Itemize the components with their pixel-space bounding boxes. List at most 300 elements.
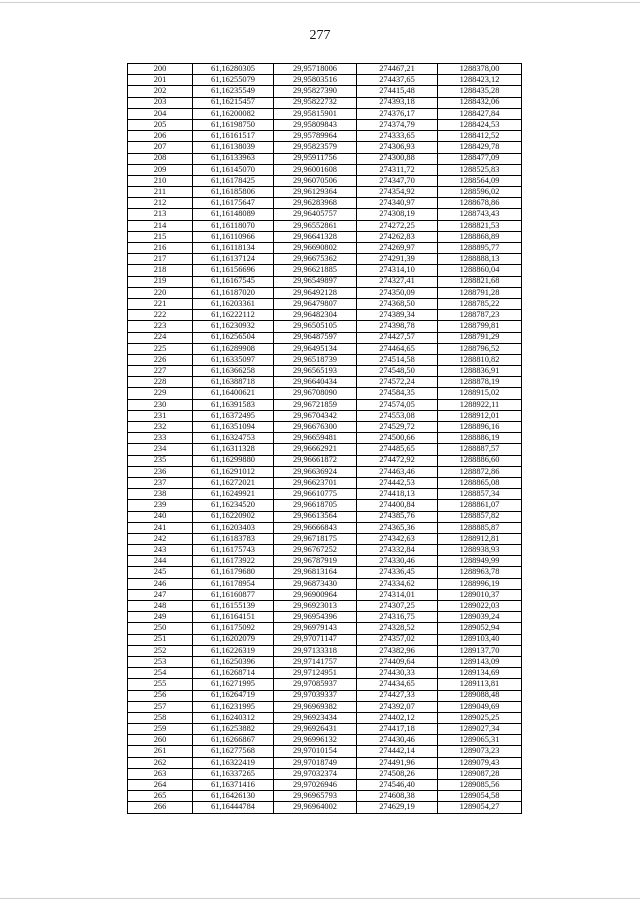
longitude-cell: 29,96549897 <box>274 276 357 287</box>
y-coordinate-cell: 1288857,82 <box>438 511 522 522</box>
latitude-cell: 61,16268714 <box>193 668 274 679</box>
y-coordinate-cell: 1288896,16 <box>438 422 522 433</box>
x-coordinate-cell: 274417,18 <box>357 724 438 735</box>
table-row <box>128 791 522 802</box>
longitude-cell: 29,96482304 <box>274 310 357 321</box>
scan-edge-bottom <box>0 898 640 899</box>
x-coordinate-cell: 274398,78 <box>357 321 438 332</box>
table-row <box>128 198 522 209</box>
point-number-cell: 221 <box>128 298 193 309</box>
table-row <box>128 477 522 488</box>
table-row <box>128 567 522 578</box>
longitude-cell: 29,96552861 <box>274 220 357 231</box>
y-coordinate-cell: 1289103,40 <box>438 634 522 645</box>
longitude-cell: 29,96675362 <box>274 254 357 265</box>
x-coordinate-cell: 274365,36 <box>357 522 438 533</box>
y-coordinate-cell: 1288868,89 <box>438 231 522 242</box>
table-row <box>128 556 522 567</box>
table-row <box>128 500 522 511</box>
table-row <box>128 97 522 108</box>
point-number-cell: 227 <box>128 366 193 377</box>
y-coordinate-cell: 1288791,29 <box>438 332 522 343</box>
point-number-cell: 262 <box>128 757 193 768</box>
latitude-cell: 61,16148089 <box>193 209 274 220</box>
table-row <box>128 321 522 332</box>
x-coordinate-cell: 274368,50 <box>357 298 438 309</box>
x-coordinate-cell: 274546,40 <box>357 780 438 791</box>
y-coordinate-cell: 1288886,19 <box>438 433 522 444</box>
table-row <box>128 153 522 164</box>
point-number-cell: 248 <box>128 601 193 612</box>
x-coordinate-cell: 274328,52 <box>357 623 438 634</box>
table-row <box>128 354 522 365</box>
y-coordinate-cell: 1288949,99 <box>438 556 522 567</box>
point-number-cell: 234 <box>128 444 193 455</box>
x-coordinate-cell: 274437,65 <box>357 75 438 86</box>
y-coordinate-cell: 1288564,09 <box>438 175 522 186</box>
longitude-cell: 29,96965793 <box>274 791 357 802</box>
scan-edge-top <box>0 2 640 3</box>
latitude-cell: 61,16185806 <box>193 187 274 198</box>
table-row <box>128 433 522 444</box>
y-coordinate-cell: 1288836,91 <box>438 366 522 377</box>
table-row <box>128 679 522 690</box>
x-coordinate-cell: 274334,62 <box>357 578 438 589</box>
latitude-cell: 61,16235549 <box>193 86 274 97</box>
y-coordinate-cell: 1288525,83 <box>438 164 522 175</box>
y-coordinate-cell: 1288878,19 <box>438 377 522 388</box>
y-coordinate-cell: 1289079,43 <box>438 757 522 768</box>
longitude-cell: 29,96690802 <box>274 243 357 254</box>
y-coordinate-cell: 1288678,86 <box>438 198 522 209</box>
table-row <box>128 545 522 556</box>
latitude-cell: 61,16230932 <box>193 321 274 332</box>
x-coordinate-cell: 274262,83 <box>357 231 438 242</box>
table-row <box>128 444 522 455</box>
y-coordinate-cell: 1288865,08 <box>438 477 522 488</box>
y-coordinate-cell: 1288922,11 <box>438 399 522 410</box>
y-coordinate-cell: 1288423,12 <box>438 75 522 86</box>
table-row <box>128 119 522 130</box>
y-coordinate-cell: 1289087,28 <box>438 768 522 779</box>
table-row <box>128 645 522 656</box>
latitude-cell: 61,16179680 <box>193 567 274 578</box>
latitude-cell: 61,16173922 <box>193 556 274 567</box>
latitude-cell: 61,16145070 <box>193 164 274 175</box>
table-row <box>128 265 522 276</box>
longitude-cell: 29,96479807 <box>274 298 357 309</box>
x-coordinate-cell: 274491,96 <box>357 757 438 768</box>
y-coordinate-cell: 1288996,19 <box>438 578 522 589</box>
table-row <box>128 757 522 768</box>
latitude-cell: 61,16231995 <box>193 701 274 712</box>
y-coordinate-cell: 1288912,01 <box>438 410 522 421</box>
latitude-cell: 61,16426130 <box>193 791 274 802</box>
point-number-cell: 213 <box>128 209 193 220</box>
longitude-cell: 29,96873430 <box>274 578 357 589</box>
latitude-cell: 61,16215457 <box>193 97 274 108</box>
latitude-cell: 61,16118070 <box>193 220 274 231</box>
longitude-cell: 29,97010154 <box>274 746 357 757</box>
table-row <box>128 668 522 679</box>
latitude-cell: 61,16164151 <box>193 612 274 623</box>
longitude-cell: 29,96640434 <box>274 377 357 388</box>
x-coordinate-cell: 274418,13 <box>357 489 438 500</box>
x-coordinate-cell: 274553,08 <box>357 410 438 421</box>
x-coordinate-cell: 274336,45 <box>357 567 438 578</box>
y-coordinate-cell: 1288743,43 <box>438 209 522 220</box>
y-coordinate-cell: 1289113,81 <box>438 679 522 690</box>
point-number-cell: 253 <box>128 656 193 667</box>
latitude-cell: 61,16256504 <box>193 332 274 343</box>
point-number-cell: 250 <box>128 623 193 634</box>
y-coordinate-cell: 1288810,82 <box>438 354 522 365</box>
longitude-cell: 29,96505105 <box>274 321 357 332</box>
latitude-cell: 61,16138039 <box>193 142 274 153</box>
x-coordinate-cell: 274311,72 <box>357 164 438 175</box>
table-row <box>128 701 522 712</box>
point-number-cell: 260 <box>128 735 193 746</box>
longitude-cell: 29,96129364 <box>274 187 357 198</box>
y-coordinate-cell: 1288963,78 <box>438 567 522 578</box>
y-coordinate-cell: 1289052,94 <box>438 623 522 634</box>
longitude-cell: 29,96492128 <box>274 287 357 298</box>
x-coordinate-cell: 274584,35 <box>357 388 438 399</box>
longitude-cell: 29,96969382 <box>274 701 357 712</box>
latitude-cell: 61,16240312 <box>193 712 274 723</box>
point-number-cell: 255 <box>128 679 193 690</box>
x-coordinate-cell: 274574,05 <box>357 399 438 410</box>
table-row <box>128 746 522 757</box>
y-coordinate-cell: 1288424,53 <box>438 119 522 130</box>
x-coordinate-cell: 274427,57 <box>357 332 438 343</box>
latitude-cell: 61,16271995 <box>193 679 274 690</box>
x-coordinate-cell: 274434,65 <box>357 679 438 690</box>
x-coordinate-cell: 274376,17 <box>357 108 438 119</box>
y-coordinate-cell: 1288887,57 <box>438 444 522 455</box>
latitude-cell: 61,16311328 <box>193 444 274 455</box>
table-row <box>128 466 522 477</box>
point-number-cell: 244 <box>128 556 193 567</box>
y-coordinate-cell: 1288861,07 <box>438 500 522 511</box>
latitude-cell: 61,16161517 <box>193 131 274 142</box>
point-number-cell: 251 <box>128 634 193 645</box>
x-coordinate-cell: 274467,21 <box>357 64 438 75</box>
point-number-cell: 217 <box>128 254 193 265</box>
y-coordinate-cell: 1288888,13 <box>438 254 522 265</box>
latitude-cell: 61,16198750 <box>193 119 274 130</box>
latitude-cell: 61,16289908 <box>193 343 274 354</box>
table-row <box>128 712 522 723</box>
latitude-cell: 61,16255079 <box>193 75 274 86</box>
latitude-cell: 61,16372495 <box>193 410 274 421</box>
latitude-cell: 61,16277568 <box>193 746 274 757</box>
y-coordinate-cell: 1289073,23 <box>438 746 522 757</box>
x-coordinate-cell: 274350,09 <box>357 287 438 298</box>
table-row <box>128 623 522 634</box>
point-number-cell: 222 <box>128 310 193 321</box>
table-row <box>128 108 522 119</box>
y-coordinate-cell: 1288821,68 <box>438 276 522 287</box>
x-coordinate-cell: 274314,10 <box>357 265 438 276</box>
latitude-cell: 61,16388718 <box>193 377 274 388</box>
y-coordinate-cell: 1288799,81 <box>438 321 522 332</box>
x-coordinate-cell: 274402,12 <box>357 712 438 723</box>
point-number-cell: 238 <box>128 489 193 500</box>
latitude-cell: 61,16133963 <box>193 153 274 164</box>
longitude-cell: 29,96704342 <box>274 410 357 421</box>
y-coordinate-cell: 1289010,37 <box>438 589 522 600</box>
point-number-cell: 215 <box>128 231 193 242</box>
longitude-cell: 29,96661872 <box>274 455 357 466</box>
latitude-cell: 61,16183783 <box>193 533 274 544</box>
latitude-cell: 61,16335097 <box>193 354 274 365</box>
table-row <box>128 768 522 779</box>
point-number-cell: 240 <box>128 511 193 522</box>
point-number-cell: 241 <box>128 522 193 533</box>
point-number-cell: 226 <box>128 354 193 365</box>
y-coordinate-cell: 1289049,69 <box>438 701 522 712</box>
longitude-cell: 29,96718175 <box>274 533 357 544</box>
point-number-cell: 242 <box>128 533 193 544</box>
point-number-cell: 200 <box>128 64 193 75</box>
longitude-cell: 29,96659481 <box>274 433 357 444</box>
table-row <box>128 332 522 343</box>
latitude-cell: 61,16322419 <box>193 757 274 768</box>
latitude-cell: 61,16222112 <box>193 310 274 321</box>
x-coordinate-cell: 274354,92 <box>357 187 438 198</box>
x-coordinate-cell: 274548,50 <box>357 366 438 377</box>
table-row <box>128 802 522 813</box>
coordinates-table <box>127 63 522 814</box>
point-number-cell: 225 <box>128 343 193 354</box>
longitude-cell: 29,96923013 <box>274 601 357 612</box>
longitude-cell: 29,97133318 <box>274 645 357 656</box>
y-coordinate-cell: 1288378,00 <box>438 64 522 75</box>
point-number-cell: 266 <box>128 802 193 813</box>
x-coordinate-cell: 274430,46 <box>357 735 438 746</box>
page-number: 277 <box>309 28 331 43</box>
y-coordinate-cell: 1288432,06 <box>438 97 522 108</box>
point-number-cell: 219 <box>128 276 193 287</box>
latitude-cell: 61,16137124 <box>193 254 274 265</box>
y-coordinate-cell: 1288427,84 <box>438 108 522 119</box>
x-coordinate-cell: 274314,01 <box>357 589 438 600</box>
table-row <box>128 164 522 175</box>
table-row <box>128 735 522 746</box>
latitude-cell: 61,16253882 <box>193 724 274 735</box>
y-coordinate-cell: 1288787,23 <box>438 310 522 321</box>
x-coordinate-cell: 274629,19 <box>357 802 438 813</box>
y-coordinate-cell: 1288435,28 <box>438 86 522 97</box>
longitude-cell: 29,96613564 <box>274 511 357 522</box>
table-row <box>128 690 522 701</box>
y-coordinate-cell: 1288857,34 <box>438 489 522 500</box>
x-coordinate-cell: 274572,24 <box>357 377 438 388</box>
longitude-cell: 29,96070506 <box>274 175 357 186</box>
point-number-cell: 246 <box>128 578 193 589</box>
table-row <box>128 612 522 623</box>
x-coordinate-cell: 274300,88 <box>357 153 438 164</box>
latitude-cell: 61,16280305 <box>193 64 274 75</box>
table-row <box>128 86 522 97</box>
longitude-cell: 29,96979143 <box>274 623 357 634</box>
table-row <box>128 533 522 544</box>
longitude-cell: 29,95911756 <box>274 153 357 164</box>
longitude-cell: 29,95718006 <box>274 64 357 75</box>
table-row <box>128 656 522 667</box>
x-coordinate-cell: 274464,65 <box>357 343 438 354</box>
x-coordinate-cell: 274269,97 <box>357 243 438 254</box>
table-row <box>128 589 522 600</box>
point-number-cell: 202 <box>128 86 193 97</box>
latitude-cell: 61,16400621 <box>193 388 274 399</box>
table-row <box>128 422 522 433</box>
point-number-cell: 239 <box>128 500 193 511</box>
longitude-cell: 29,95822732 <box>274 97 357 108</box>
longitude-cell: 29,96518739 <box>274 354 357 365</box>
y-coordinate-cell: 1288895,77 <box>438 243 522 254</box>
longitude-cell: 29,96708090 <box>274 388 357 399</box>
x-coordinate-cell: 274308,19 <box>357 209 438 220</box>
latitude-cell: 61,16178425 <box>193 175 274 186</box>
latitude-cell: 61,16226319 <box>193 645 274 656</box>
x-coordinate-cell: 274463,46 <box>357 466 438 477</box>
table-row <box>128 220 522 231</box>
table-row <box>128 231 522 242</box>
point-number-cell: 243 <box>128 545 193 556</box>
point-number-cell: 228 <box>128 377 193 388</box>
table-row <box>128 175 522 186</box>
point-number-cell: 208 <box>128 153 193 164</box>
point-number-cell: 258 <box>128 712 193 723</box>
longitude-cell: 29,96001608 <box>274 164 357 175</box>
y-coordinate-cell: 1289088,48 <box>438 690 522 701</box>
point-number-cell: 247 <box>128 589 193 600</box>
longitude-cell: 29,97071147 <box>274 634 357 645</box>
latitude-cell: 61,16324753 <box>193 433 274 444</box>
point-number-cell: 233 <box>128 433 193 444</box>
table-row <box>128 578 522 589</box>
longitude-cell: 29,96636924 <box>274 466 357 477</box>
latitude-cell: 61,16202079 <box>193 634 274 645</box>
longitude-cell: 29,96283968 <box>274 198 357 209</box>
latitude-cell: 61,16371416 <box>193 780 274 791</box>
y-coordinate-cell: 1288872,86 <box>438 466 522 477</box>
table-row <box>128 489 522 500</box>
table-row <box>128 298 522 309</box>
longitude-cell: 29,96996132 <box>274 735 357 746</box>
y-coordinate-cell: 1289025,25 <box>438 712 522 723</box>
y-coordinate-cell: 1288791,28 <box>438 287 522 298</box>
x-coordinate-cell: 274529,72 <box>357 422 438 433</box>
latitude-cell: 61,16234520 <box>193 500 274 511</box>
point-number-cell: 249 <box>128 612 193 623</box>
x-coordinate-cell: 274427,33 <box>357 690 438 701</box>
y-coordinate-cell: 1288412,52 <box>438 131 522 142</box>
longitude-cell: 29,96618705 <box>274 500 357 511</box>
y-coordinate-cell: 1288886,60 <box>438 455 522 466</box>
point-number-cell: 211 <box>128 187 193 198</box>
latitude-cell: 61,16178954 <box>193 578 274 589</box>
x-coordinate-cell: 274409,64 <box>357 656 438 667</box>
table-row <box>128 75 522 86</box>
point-number-cell: 252 <box>128 645 193 656</box>
latitude-cell: 61,16203361 <box>193 298 274 309</box>
table-row <box>128 310 522 321</box>
x-coordinate-cell: 274393,18 <box>357 97 438 108</box>
table-row <box>128 377 522 388</box>
y-coordinate-cell: 1288785,22 <box>438 298 522 309</box>
x-coordinate-cell: 274472,92 <box>357 455 438 466</box>
point-number-cell: 205 <box>128 119 193 130</box>
point-number-cell: 257 <box>128 701 193 712</box>
latitude-cell: 61,16220902 <box>193 511 274 522</box>
y-coordinate-cell: 1289054,27 <box>438 802 522 813</box>
x-coordinate-cell: 274382,96 <box>357 645 438 656</box>
y-coordinate-cell: 1288885,87 <box>438 522 522 533</box>
x-coordinate-cell: 274327,41 <box>357 276 438 287</box>
longitude-cell: 29,96623701 <box>274 477 357 488</box>
y-coordinate-cell: 1288912,81 <box>438 533 522 544</box>
x-coordinate-cell: 274385,76 <box>357 511 438 522</box>
table-row <box>128 634 522 645</box>
longitude-cell: 29,95803516 <box>274 75 357 86</box>
latitude-cell: 61,16391583 <box>193 399 274 410</box>
y-coordinate-cell: 1288860,04 <box>438 265 522 276</box>
point-number-cell: 203 <box>128 97 193 108</box>
x-coordinate-cell: 274347,70 <box>357 175 438 186</box>
x-coordinate-cell: 274340,97 <box>357 198 438 209</box>
table-row <box>128 64 522 75</box>
latitude-cell: 61,16175092 <box>193 623 274 634</box>
point-number-cell: 230 <box>128 399 193 410</box>
latitude-cell: 61,16110966 <box>193 231 274 242</box>
point-number-cell: 206 <box>128 131 193 142</box>
x-coordinate-cell: 274291,39 <box>357 254 438 265</box>
latitude-cell: 61,16155139 <box>193 601 274 612</box>
latitude-cell: 61,16160877 <box>193 589 274 600</box>
longitude-cell: 29,96641328 <box>274 231 357 242</box>
x-coordinate-cell: 274330,46 <box>357 556 438 567</box>
table-row <box>128 287 522 298</box>
x-coordinate-cell: 274342,63 <box>357 533 438 544</box>
longitude-cell: 29,96964002 <box>274 802 357 813</box>
point-number-cell: 212 <box>128 198 193 209</box>
longitude-cell: 29,96610775 <box>274 489 357 500</box>
latitude-cell: 61,16203403 <box>193 522 274 533</box>
longitude-cell: 29,95789964 <box>274 131 357 142</box>
y-coordinate-cell: 1288915,02 <box>438 388 522 399</box>
point-number-cell: 237 <box>128 477 193 488</box>
x-coordinate-cell: 274333,65 <box>357 131 438 142</box>
point-number-cell: 232 <box>128 422 193 433</box>
table-row <box>128 276 522 287</box>
longitude-cell: 29,96495134 <box>274 343 357 354</box>
longitude-cell: 29,95815901 <box>274 108 357 119</box>
latitude-cell: 61,16167545 <box>193 276 274 287</box>
y-coordinate-cell: 1288596,02 <box>438 187 522 198</box>
point-number-cell: 223 <box>128 321 193 332</box>
point-number-cell: 254 <box>128 668 193 679</box>
x-coordinate-cell: 274316,75 <box>357 612 438 623</box>
y-coordinate-cell: 1289143,09 <box>438 656 522 667</box>
latitude-cell: 61,16187020 <box>193 287 274 298</box>
latitude-cell: 61,16272021 <box>193 477 274 488</box>
latitude-cell: 61,16337265 <box>193 768 274 779</box>
point-number-cell: 201 <box>128 75 193 86</box>
latitude-cell: 61,16175743 <box>193 545 274 556</box>
